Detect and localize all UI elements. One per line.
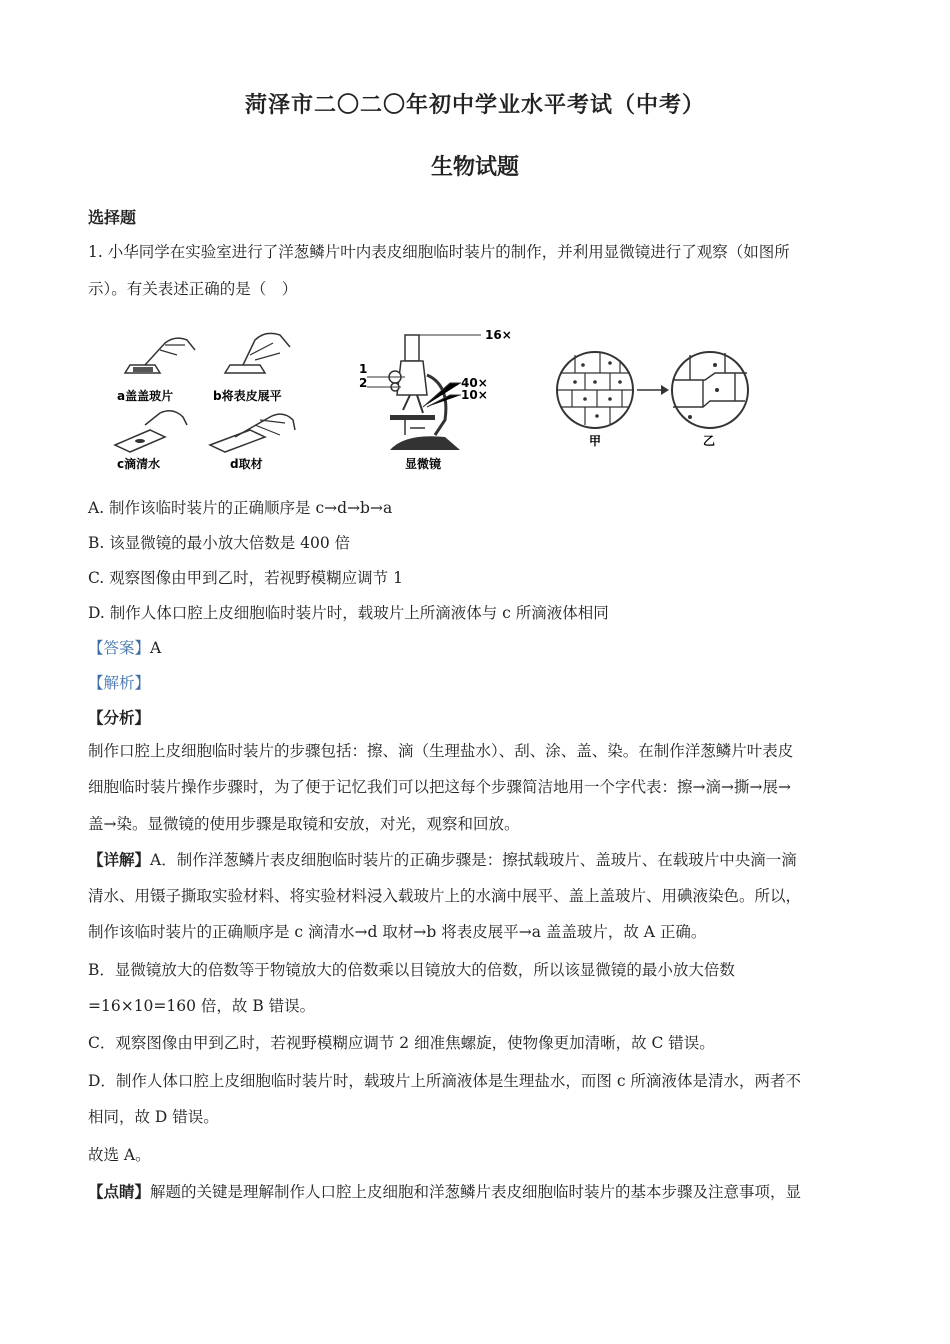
detail-line: 清水、用镊子撕取实验材料、将实验材料浸入载玻片上的水滴中展平、盖上盖玻片、用碘液染色。所以， [88,887,802,905]
detail-text: A．制作洋葱鳞片表皮细胞临时装片的正确步骤是：擦拭载玻片、盖玻片、在载玻片中央滴一滴 [150,851,797,869]
microscope-part-label: 1 [359,362,368,376]
fenxi-line: 细胞临时装片操作步骤时，为了便于记忆我们可以把这每个步骤简洁地用一个字代表：擦→滴→撕→展→ [88,778,791,796]
step-c-illustration [115,411,187,471]
cell-view-jia [557,352,633,448]
microscope-caption: 显微镜 [405,457,442,471]
analysis-label: 【解析】 [88,674,151,692]
dianjing-label: 【点睛】 [88,1182,151,1201]
eyepiece-magnification: 16× [485,328,512,342]
step-d-illustration [210,414,295,471]
fenxi-line: 盖→染。显微镜的使用步骤是取镜和安放，对光，观察和回放。 [88,815,520,833]
dianjing-line [88,1180,801,1202]
section-label: 选择题 [88,208,137,227]
detail-line: C．观察图像由甲到乙时，若视野模糊应调节 2 细准焦螺旋，使物像更加清晰，故 C 错误。 [88,1034,715,1052]
detail-line: D．制作人体口腔上皮细胞临时装片时，载玻片上所滴液体是生理盐水，而图 c 所滴液体是清水，两者不 [88,1072,801,1090]
step-label: a盖盖玻片 [117,389,174,403]
detail-line: 制作该临时装片的正确顺序是 c 滴清水→d 取材→b 将表皮展平→a 盖盖玻片，故 A 正确。 [88,923,707,941]
option-a: A. 制作该临时装片的正确顺序是 c→d→b→a [88,499,393,517]
answer-line [88,636,161,658]
fenxi-label: 【分析】 [88,708,151,727]
option-c: C. 观察图像由甲到乙时，若视野模糊应调节 1 [88,569,403,587]
question-stem-line-1: 1. 小华同学在实验室进行了洋葱鳞片叶内表皮细胞临时装片的制作，并利用显微镜进行了观察（如图所 [88,243,790,261]
dianjing-text: 解题的关键是理解制作人口腔上皮细胞和洋葱鳞片表皮细胞临时装片的基本步骤及注意事项，显 [150,1183,802,1201]
detail-line: =16×10=160 倍，故 B 错误。 [88,997,316,1015]
detail-line: B．显微镜放大的倍数等于物镜放大的倍数乘以目镜放大的倍数，所以该显微镜的最小放大倍数 [88,961,735,979]
detail-line-1 [88,848,797,870]
cell-caption: 乙 [703,434,716,448]
microscope-illustration [359,328,512,471]
exam-title: 菏泽市二〇二〇年初中学业水平考试（中考） [244,92,705,118]
exam-subtitle: 生物试题 [430,154,519,180]
step-a-illustration [117,338,195,403]
objective-magnification: 10× [461,388,488,402]
step-b-illustration [213,333,290,403]
step-label: b将表皮展平 [213,389,282,403]
arrow-head-icon [661,385,669,395]
fenxi-line: 制作口腔上皮细胞临时装片的步骤包括：擦、滴（生理盐水）、刮、涂、盖、染。在制作洋葱鳞片叶表皮 [88,742,794,760]
option-b: B. 该显微镜的最小放大倍数是 400 倍 [88,534,351,552]
step-label: d取材 [230,457,263,471]
question-stem-line-2: 示）。有关表述正确的是（ ） [88,280,298,298]
answer-label: 【答案】 [88,639,151,657]
experiment-figure [105,325,755,475]
cell-view-yi [672,352,748,448]
option-d: D. 制作人体口腔上皮细胞临时装片时，载玻片上所滴液体与 c 所滴液体相同 [88,604,609,622]
cell-caption: 甲 [589,434,602,448]
detail-label: 【详解】 [88,850,151,869]
microscope-part-label: 2 [359,376,368,390]
step-label: c滴清水 [117,457,161,471]
detail-line: 故选 A。 [88,1146,151,1164]
answer-value: A [150,639,162,657]
objective-magnification: 40× [461,376,488,390]
detail-line: 相同，故 D 错误。 [88,1108,219,1126]
